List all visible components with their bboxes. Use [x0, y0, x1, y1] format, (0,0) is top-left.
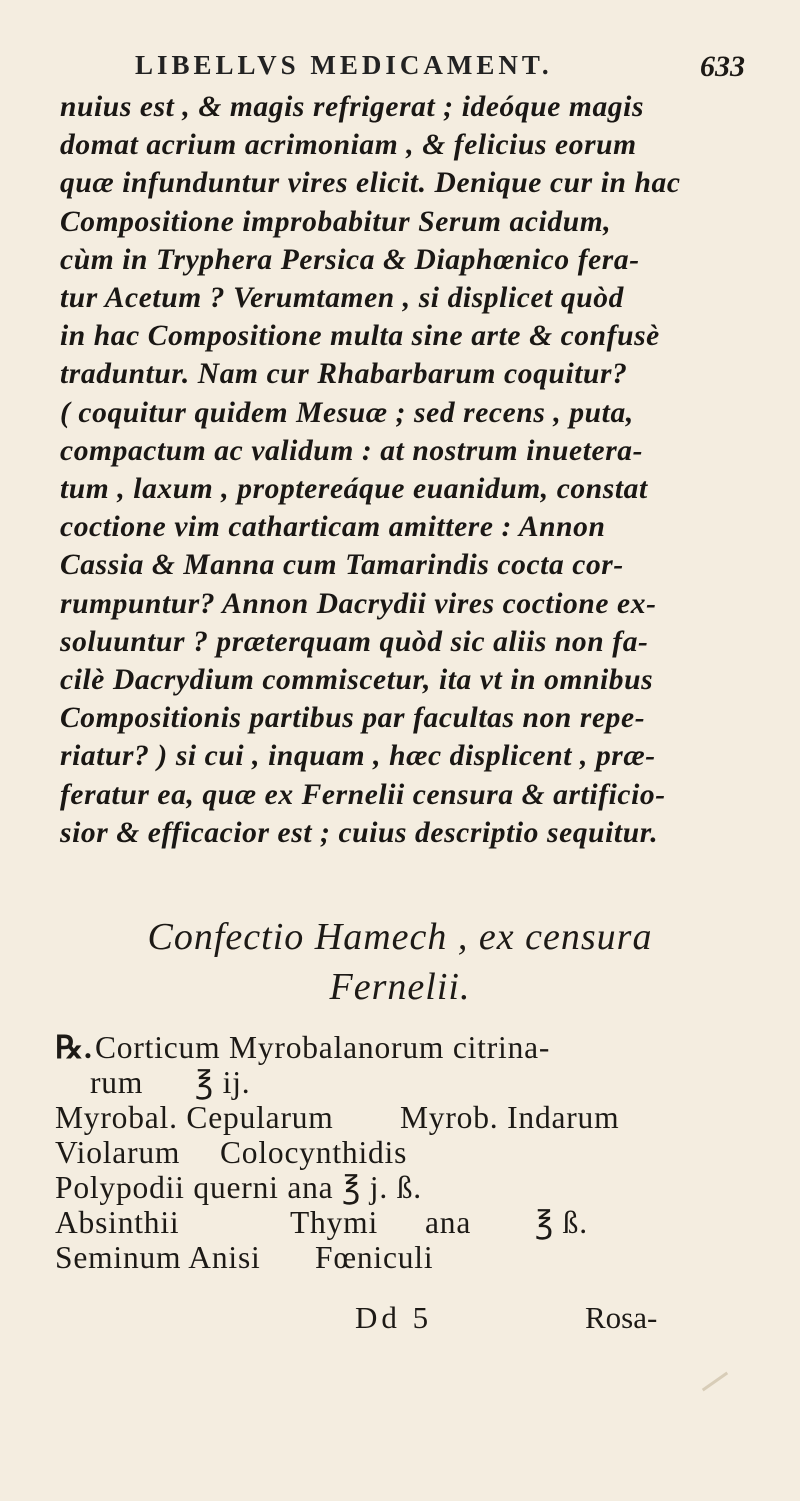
text-line: rumpuntur? Annon Dacrydii vires coctione ex-: [60, 587, 657, 620]
catchword: Rosa-: [585, 1300, 658, 1335]
text-line: cilè Dacrydium commiscetur, ita vt in omnibus: [60, 664, 654, 697]
ingredient-line: [55, 1030, 785, 1065]
ingredient-quantity: ℥ ß.: [535, 1205, 588, 1240]
text-line: quæ infunduntur vires elicit. Denique cur in hac: [60, 167, 681, 200]
page-footer: [0, 1300, 800, 1340]
ingredient-text: Thymi: [290, 1205, 378, 1240]
signature-mark: Dd 5: [355, 1300, 433, 1335]
ingredient-text: Absinthii: [55, 1205, 180, 1240]
text-line: coctione vim catharticam amittere : Annon: [60, 511, 606, 544]
paper-blemish: [702, 1372, 728, 1392]
ingredient-text: Corticum Myrobalanorum citrina-: [95, 1030, 551, 1065]
ingredient-line: [55, 1170, 785, 1205]
text-line: sior & efficacior est ; cuius descriptio sequitur.: [60, 816, 659, 849]
ingredient-text: Seminum Anisi: [55, 1240, 261, 1275]
text-line: soluuntur ? præterquam quòd sic aliis non fa-: [60, 625, 649, 658]
text-line: compactum ac validum : at nostrum inuetera-: [60, 434, 644, 467]
ingredient-text: Colocynthidis: [220, 1135, 408, 1170]
ingredient-text: Myrob. Indarum: [400, 1100, 620, 1135]
text-line: in hac Compositione multa sine arte & confusè: [60, 320, 660, 353]
text-line: nuius est , & magis refrigerat ; ideóque magis: [60, 91, 645, 123]
text-line: traduntur. Nam cur Rhabarbarum coquitur?: [60, 358, 628, 391]
ingredient-text: Fœniculi: [315, 1240, 434, 1275]
recipe-ingredients: [55, 1030, 785, 1275]
ingredient-text: Violarum: [55, 1135, 181, 1170]
text-line: ( coquitur quidem Mesuæ ; sed recens , puta,: [60, 396, 634, 429]
text-line: domat acrium acrimoniam , & felicius eorum: [60, 129, 637, 162]
ingredient-quantity: ℥ ij.: [195, 1065, 251, 1100]
text-line: riatur? ) si cui , inquam , hæc displicent , præ-: [60, 740, 656, 773]
text-line: cùm in Tryphera Persica & Diaphœnico fera-: [60, 243, 640, 276]
text-line: tur Acetum ? Verumtamen , si displicet quòd: [60, 282, 624, 315]
text-line: Compositionis partibus par facultas non repe-: [60, 702, 646, 735]
ingredient-text: Polypodii querni ana ℥ j. ß.: [55, 1170, 422, 1205]
running-head: [0, 50, 800, 90]
text-line: Compositione improbabitur Serum acidum,: [60, 205, 612, 238]
recipe-symbol: ℞.: [55, 1030, 93, 1065]
ingredient-text: rum: [90, 1065, 144, 1100]
ingredient-line: [55, 1065, 785, 1100]
recipe-heading-line: Confectio Hamech , ex censura: [147, 916, 653, 958]
ingredient-line: [55, 1135, 785, 1170]
body-paragraph: [60, 88, 782, 852]
ingredient-text: Myrobal. Cepularum: [55, 1100, 334, 1135]
ingredient-line: [55, 1240, 785, 1275]
running-title: LIBELLVS MEDICAMENT.: [135, 50, 553, 80]
text-line: tum , laxum , proptereáque euanidum, constat: [60, 473, 648, 506]
ingredient-line: [55, 1205, 785, 1240]
text-line: Cassia & Manna cum Tamarindis cocta cor-: [60, 549, 624, 582]
page-number: 633: [700, 50, 745, 83]
ingredient-line: [55, 1100, 785, 1135]
recipe-heading: [0, 912, 800, 1012]
ingredient-text: ana: [425, 1205, 472, 1240]
recipe-heading-line: Fernelii.: [329, 966, 471, 1008]
text-line: feratur ea, quæ ex Fernelii censura & artificio-: [60, 778, 666, 811]
